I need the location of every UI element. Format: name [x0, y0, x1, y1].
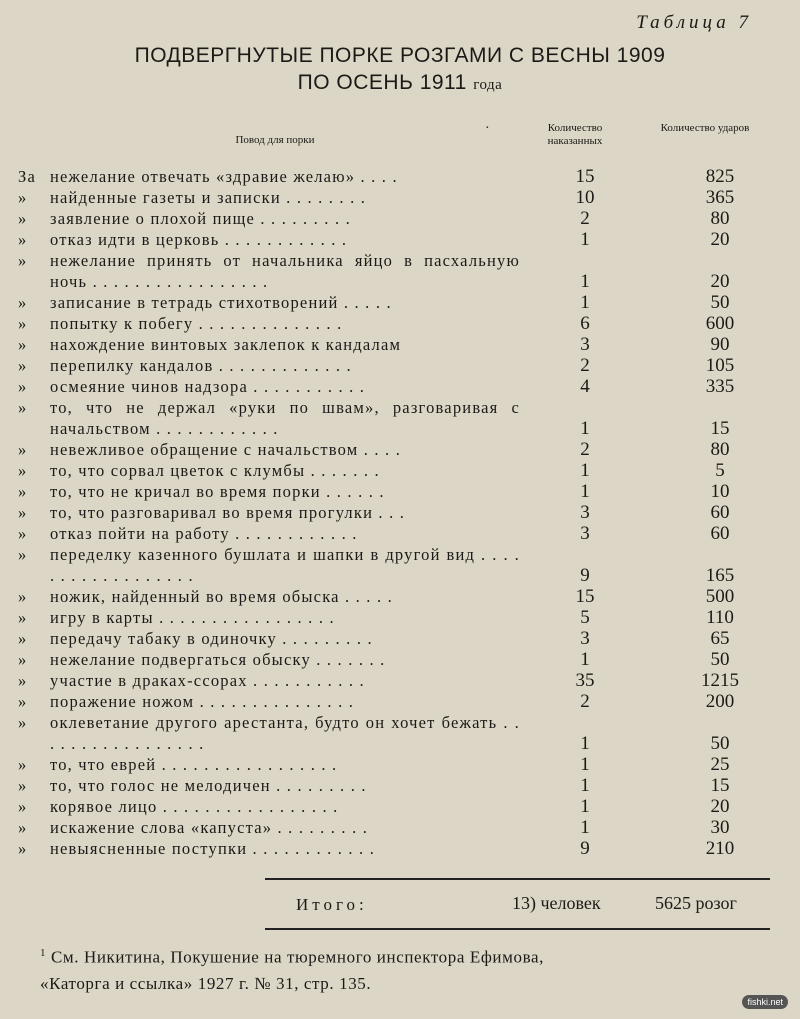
row-count: 5 — [580, 607, 590, 628]
row-reason: нахождение винтовых заклепок к кандалам — [50, 335, 402, 354]
row-reason: заявление о плохой пище . . . . . . . . . — [50, 209, 351, 228]
row-blows: 365 — [705, 187, 735, 208]
table-row — [0, 208, 800, 229]
row-mark: » — [18, 230, 28, 249]
table-row — [0, 229, 800, 250]
row-mark: » — [18, 524, 28, 543]
row-blows: 60 — [710, 502, 730, 523]
table-row — [0, 355, 800, 376]
table-row — [0, 586, 800, 607]
row-mark: » — [18, 251, 28, 270]
total-people: 13) человек — [512, 893, 601, 913]
footnote-line-1 — [40, 940, 780, 971]
row-blows: 30 — [710, 817, 730, 838]
table-row — [0, 481, 800, 502]
row-blows: 10 — [710, 481, 730, 502]
row-blows: 20 — [710, 271, 730, 292]
row-blows: 20 — [710, 229, 730, 250]
row-reason: нежелание отвечать «здравие желаю» . . . . — [50, 167, 398, 186]
row-mark: » — [18, 755, 28, 774]
row-count: 1 — [580, 292, 590, 313]
footnote-mark: 1 — [40, 947, 47, 959]
row-blows: 15 — [710, 418, 730, 439]
header-reason: Повод для порки — [235, 134, 315, 146]
row-count: 2 — [580, 355, 590, 376]
row-reason: то, что разговаривал во время прогулки . . . — [50, 503, 406, 522]
row-blows: 335 — [705, 376, 735, 397]
table-row — [0, 838, 800, 859]
row-reason: перепилку кандалов . . . . . . . . . . . . . — [50, 356, 352, 375]
row-mark: » — [18, 293, 28, 312]
row-reason: ножик, найденный во время обыска . . . . . — [50, 587, 393, 606]
row-reason: отказ пойти на работу . . . . . . . . . . . . — [50, 524, 358, 543]
row-count: 1 — [580, 460, 590, 481]
row-blows: 65 — [710, 628, 730, 649]
row-reason: то, что еврей . . . . . . . . . . . . . . . . . — [50, 755, 338, 774]
table-row — [0, 187, 800, 208]
row-blows: 50 — [710, 292, 730, 313]
row-count: 9 — [580, 838, 590, 859]
table-row — [0, 691, 800, 712]
row-count: 1 — [580, 271, 590, 292]
table-row — [0, 523, 800, 544]
row-reason: найденные газеты и записки . . . . . . . . — [50, 188, 367, 207]
row-count: 1 — [580, 796, 590, 817]
table-row — [0, 817, 800, 838]
row-mark: » — [18, 608, 28, 627]
row-reason: то, что не кричал во время порки . . . . . . — [50, 482, 385, 501]
row-mark: » — [18, 335, 28, 354]
footnote-line-2: «Каторга и ссылка» 1927 г. № 31, стр. 135. — [40, 973, 372, 993]
total-lashes: 5625 розог — [655, 893, 737, 913]
row-count: 1 — [580, 775, 590, 796]
row-reason: оклеветание другого арестанта, будто он хочет бежать . . . . . . . . . . . . . . . . . — [50, 713, 520, 753]
footnote — [40, 940, 780, 997]
row-mark: » — [18, 461, 28, 480]
row-count: 1 — [580, 229, 590, 250]
table-row — [0, 712, 800, 754]
row-mark: » — [18, 356, 28, 375]
row-count: 1 — [580, 418, 590, 439]
table-row — [0, 649, 800, 670]
row-mark: » — [18, 545, 28, 564]
row-reason: то, что голос не мелодичен . . . . . . . . . — [50, 776, 367, 795]
row-count: 2 — [580, 439, 590, 460]
row-mark: » — [18, 839, 28, 858]
row-count: 35 — [575, 670, 595, 691]
header-dot: · — [485, 121, 490, 136]
row-count: 10 — [575, 187, 595, 208]
document-title — [0, 42, 800, 99]
row-mark: » — [18, 188, 28, 207]
header-count: Количество наказанных — [547, 122, 603, 147]
total-rule-top — [265, 878, 770, 880]
row-blows: 825 — [705, 166, 735, 187]
title-line-2 — [0, 69, 800, 99]
row-count: 2 — [580, 208, 590, 229]
row-count: 15 — [575, 586, 595, 607]
row-blows: 50 — [710, 649, 730, 670]
watermark-badge: fishki.net — [742, 995, 788, 1009]
table-row — [0, 754, 800, 775]
row-count: 3 — [580, 628, 590, 649]
table-row — [0, 460, 800, 481]
row-mark: » — [18, 398, 28, 417]
row-blows: 110 — [706, 607, 734, 628]
row-reason: невежливое обращение с начальством . . . . — [50, 440, 402, 459]
row-mark: » — [18, 440, 28, 459]
row-count: 15 — [575, 166, 595, 187]
row-blows: 15 — [710, 775, 730, 796]
row-reason: отказ идти в церковь . . . . . . . . . . . . — [50, 230, 348, 249]
row-reason: осмеяние чинов надзора . . . . . . . . . . . — [50, 377, 366, 396]
row-count: 3 — [580, 523, 590, 544]
row-mark: » — [18, 818, 28, 837]
row-blows: 90 — [710, 334, 730, 355]
row-reason: записание в тетрадь стихотворений . . . . . — [50, 293, 392, 312]
total-rule-bottom — [265, 928, 770, 930]
header-blows: Количество ударов — [660, 122, 750, 134]
row-reason: нежелание принять от начальника яйцо в пасхальную ночь . . . . . . . . . . . . . . . . . — [50, 251, 520, 291]
title-period: ПО ОСЕНЬ 1911 — [297, 71, 467, 94]
table-row — [0, 439, 800, 460]
row-mark: » — [18, 671, 28, 690]
table-row — [0, 334, 800, 355]
row-reason: невыясненные поступки . . . . . . . . . . . . — [50, 839, 376, 858]
row-count: 1 — [580, 817, 590, 838]
row-reason: переделку казенного бушлата и шапки в другой вид . . . . . . . . . . . . . . . . . . — [50, 545, 520, 585]
row-count: 2 — [580, 691, 590, 712]
row-mark: » — [18, 377, 28, 396]
row-reason: корявое лицо . . . . . . . . . . . . . . . . . — [50, 797, 339, 816]
table-row — [0, 376, 800, 397]
total-label: Итого: — [296, 895, 368, 914]
row-blows: 500 — [705, 586, 735, 607]
row-blows: 165 — [705, 565, 735, 586]
row-reason: игру в карты . . . . . . . . . . . . . . . . . — [50, 608, 335, 627]
table-row — [0, 607, 800, 628]
row-mark: » — [18, 209, 28, 228]
row-mark: » — [18, 776, 28, 795]
row-blows: 210 — [705, 838, 735, 859]
row-reason: поражение ножом . . . . . . . . . . . . . . . — [50, 692, 355, 711]
row-count: 6 — [580, 313, 590, 334]
row-reason: участие в драках-ссорах . . . . . . . . . . . — [50, 671, 365, 690]
table-row — [0, 397, 800, 439]
table-row — [0, 166, 800, 187]
row-count: 1 — [580, 733, 590, 754]
table-row — [0, 544, 800, 586]
row-mark: » — [18, 587, 28, 606]
row-count: 1 — [580, 481, 590, 502]
table-row — [0, 313, 800, 334]
row-mark: » — [18, 629, 28, 648]
row-blows: 50 — [710, 733, 730, 754]
table-label: Таблица 7 — [636, 12, 752, 33]
row-blows: 80 — [710, 439, 730, 460]
table-row — [0, 670, 800, 691]
row-mark: » — [18, 650, 28, 669]
row-count: 3 — [580, 334, 590, 355]
row-blows: 200 — [705, 691, 735, 712]
row-reason: то, что сорвал цветок с клумбы . . . . . . . — [50, 461, 380, 480]
row-reason: нежелание подвергаться обыску . . . . . . . — [50, 650, 386, 669]
row-reason: попытку к побегу . . . . . . . . . . . . . . — [50, 314, 343, 333]
row-mark: » — [18, 713, 28, 732]
row-blows: 1215 — [701, 670, 739, 691]
row-blows: 600 — [705, 313, 735, 334]
table-row — [0, 292, 800, 313]
row-reason: передачу табаку в одиночку . . . . . . . . . — [50, 629, 373, 648]
table-row — [0, 775, 800, 796]
table-row — [0, 502, 800, 523]
row-blows: 105 — [705, 355, 735, 376]
row-reason: искажение слова «капуста» . . . . . . . . . — [50, 818, 369, 837]
row-count: 3 — [580, 502, 590, 523]
table-body — [0, 166, 800, 859]
row-blows: 80 — [710, 208, 730, 229]
table-row — [0, 250, 800, 292]
row-mark: » — [18, 482, 28, 501]
row-blows: 25 — [710, 754, 730, 775]
title-year-word: года — [473, 77, 503, 93]
row-mark: » — [18, 692, 28, 711]
title-line-1: ПОДВЕРГНУТЫЕ ПОРКЕ РОЗГАМИ С ВЕСНЫ 1909 — [134, 44, 666, 67]
row-reason: то, что не держал «руки по швам», разговаривая с начальством . . . . . . . . . . . . — [50, 398, 520, 438]
row-mark: » — [18, 314, 28, 333]
footnote-citation: См. Никитина, Покушение на тюремного инспектора Ефимова, — [50, 947, 544, 967]
row-mark: За — [18, 167, 36, 186]
row-blows: 20 — [710, 796, 730, 817]
row-count: 4 — [580, 376, 590, 397]
row-blows: 5 — [715, 460, 725, 481]
row-count: 1 — [580, 649, 590, 670]
row-count: 9 — [580, 565, 590, 586]
row-blows: 60 — [710, 523, 730, 544]
row-mark: » — [18, 797, 28, 816]
row-count: 1 — [580, 754, 590, 775]
table-row — [0, 796, 800, 817]
row-mark: » — [18, 503, 28, 522]
table-row — [0, 628, 800, 649]
